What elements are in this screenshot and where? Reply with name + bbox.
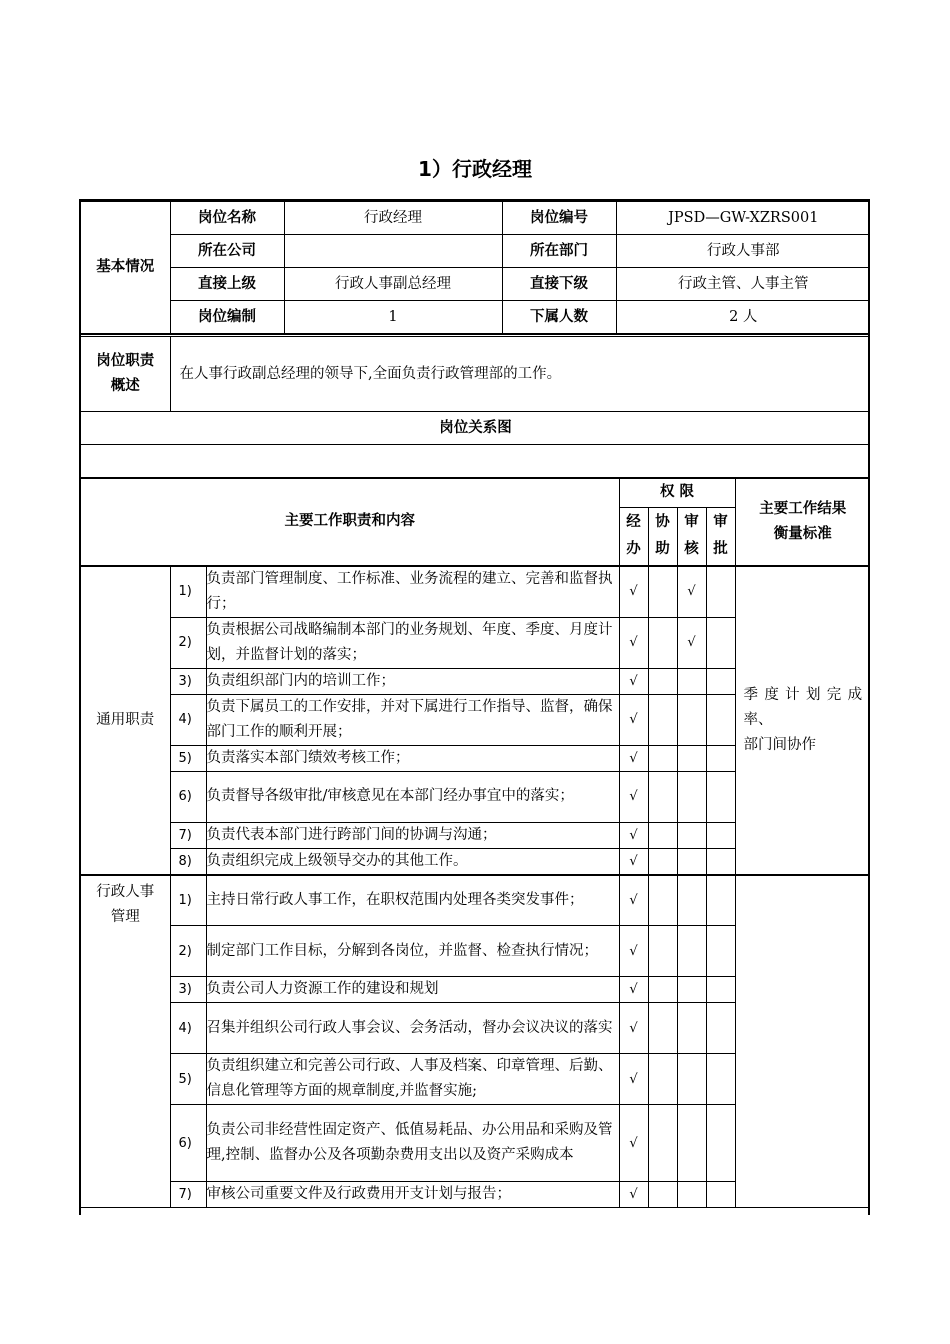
check-review	[677, 848, 706, 875]
basic-label: 岗位编号	[502, 202, 616, 235]
check-assist	[648, 1054, 677, 1105]
basic-value: 2 人	[616, 301, 870, 334]
check-approve	[706, 822, 735, 848]
item-number: 2)	[170, 617, 206, 668]
check-assist	[648, 617, 677, 668]
authority-col-char: 助	[655, 541, 670, 558]
summary-label	[81, 336, 170, 412]
category-line: 行政人事	[96, 883, 155, 900]
item-text: 负责落实本部门绩效考核工作；	[206, 745, 619, 771]
check-review	[677, 1182, 706, 1208]
check-approve	[706, 1105, 735, 1182]
item-text: 负责组织部门内的培训工作；	[206, 668, 619, 694]
item-number: 6)	[170, 1105, 206, 1182]
check-handle: √	[619, 1003, 648, 1054]
basic-label: 岗位编制	[170, 301, 284, 334]
table-row	[81, 875, 870, 926]
basic-label: 直接下级	[502, 268, 616, 301]
check-handle: √	[619, 848, 648, 875]
item-number: 2)	[170, 926, 206, 977]
authority-col-char: 协	[655, 514, 670, 531]
hr-admin-category	[81, 875, 170, 1208]
item-text: 制定部门工作目标，分解到各岗位，并监督、检查执行情况；	[206, 926, 619, 977]
check-assist	[648, 1182, 677, 1208]
item-number: 6)	[170, 771, 206, 822]
basic-value: 行政主管、人事主管	[616, 268, 870, 301]
item-number: 1)	[170, 875, 206, 926]
measure-header-line: 衡量标准	[773, 525, 832, 542]
check-handle: √	[619, 617, 648, 668]
check-assist	[648, 1003, 677, 1054]
relation-content	[81, 445, 870, 478]
check-handle: √	[619, 1182, 648, 1208]
summary-label-line: 岗位职责	[96, 353, 155, 369]
measure-header-line: 主要工作结果	[759, 500, 847, 517]
item-number: 7)	[170, 822, 206, 848]
check-assist	[648, 771, 677, 822]
check-review	[677, 745, 706, 771]
check-review	[677, 1105, 706, 1182]
general-measure	[735, 566, 870, 875]
item-number: 4)	[170, 694, 206, 745]
item-text: 负责根据公司战略编制本部门的业务规划、年度、季度、月度计划，并监督计划的落实；	[206, 617, 619, 668]
check-assist	[648, 875, 677, 926]
basic-label: 下属人数	[502, 301, 616, 334]
check-approve	[706, 617, 735, 668]
check-handle: √	[619, 566, 648, 618]
measure-header	[735, 478, 870, 566]
item-text: 负责部门管理制度、工作标准、业务流程的建立、完善和监督执行；	[206, 566, 619, 618]
basic-value: 行政经理	[284, 202, 502, 235]
item-text: 审核公司重要文件及行政费用开支计划与报告；	[206, 1182, 619, 1208]
item-text: 负责公司人力资源工作的建设和规划	[206, 977, 619, 1003]
check-approve	[706, 668, 735, 694]
item-number: 1)	[170, 566, 206, 618]
basic-value: 行政人事副总经理	[284, 268, 502, 301]
authority-col-char: 经	[626, 514, 641, 531]
basic-label: 岗位名称	[170, 202, 284, 235]
check-handle: √	[619, 822, 648, 848]
check-assist	[648, 926, 677, 977]
basic-info-table	[81, 201, 870, 334]
check-assist	[648, 668, 677, 694]
item-text: 负责组织建立和完善公司行政、人事及档案、印章管理、后勤、信息化管理等方面的规章制度,并监督实施;	[206, 1054, 619, 1105]
check-handle: √	[619, 875, 648, 926]
basic-value: 1	[284, 301, 502, 334]
check-assist	[648, 848, 677, 875]
check-approve	[706, 771, 735, 822]
hr-admin-measure	[735, 875, 870, 1208]
authority-col-char: 审	[684, 514, 699, 531]
measure-line: 季度计划完成	[743, 686, 863, 703]
check-review: √	[677, 566, 706, 618]
check-approve	[706, 875, 735, 926]
summary-label-line: 概述	[110, 378, 140, 394]
duties-header-main: 主要工作职责和内容	[81, 478, 619, 566]
table-row	[81, 566, 870, 618]
authority-header: 权 限	[619, 478, 735, 508]
check-review	[677, 1003, 706, 1054]
item-text: 负责代表本部门进行跨部门间的协调与沟通；	[206, 822, 619, 848]
check-review	[677, 668, 706, 694]
item-number: 8)	[170, 848, 206, 875]
check-handle: √	[619, 926, 648, 977]
item-text: 负责公司非经营性固定资产、低值易耗品、办公用品和采购及管理,控制、监督办公及各项勤杂费用支出以及资产采购成本	[206, 1105, 619, 1182]
item-number: 3)	[170, 977, 206, 1003]
item-text: 召集并组织公司行政人事会议、会务活动，督办会议决议的落实	[206, 1003, 619, 1054]
authority-col-approve	[706, 508, 735, 566]
authority-col-char: 办	[626, 541, 641, 558]
item-text: 负责下属员工的工作安排，并对下属进行工作指导、监督，确保部门工作的顺利开展；	[206, 694, 619, 745]
check-review	[677, 926, 706, 977]
general-category: 通用职责	[81, 566, 170, 875]
check-handle: √	[619, 745, 648, 771]
check-review	[677, 771, 706, 822]
authority-col-review	[677, 508, 706, 566]
item-number: 5)	[170, 1054, 206, 1105]
check-handle: √	[619, 1105, 648, 1182]
check-assist	[648, 745, 677, 771]
duties-table	[81, 334, 870, 1208]
item-number: 7)	[170, 1182, 206, 1208]
check-review	[677, 1054, 706, 1105]
check-approve	[706, 745, 735, 771]
item-number: 4)	[170, 1003, 206, 1054]
item-number: 5)	[170, 745, 206, 771]
check-handle: √	[619, 668, 648, 694]
check-assist	[648, 566, 677, 618]
check-approve	[706, 1054, 735, 1105]
check-handle: √	[619, 694, 648, 745]
check-handle: √	[619, 1054, 648, 1105]
relation-title: 岗位关系图	[81, 412, 870, 445]
check-assist	[648, 977, 677, 1003]
check-handle: √	[619, 977, 648, 1003]
check-review	[677, 977, 706, 1003]
authority-col-handle	[619, 508, 648, 566]
basic-value	[284, 235, 502, 268]
basic-label: 所在公司	[170, 235, 284, 268]
basic-label: 所在部门	[502, 235, 616, 268]
check-assist	[648, 822, 677, 848]
basic-value: 行政人事部	[616, 235, 870, 268]
check-review: √	[677, 617, 706, 668]
measure-line: 率、	[743, 711, 773, 728]
measure-line: 部门间协作	[743, 736, 816, 753]
check-review	[677, 822, 706, 848]
item-text: 负责督导各级审批/审核意见在本部门经办事宜中的落实；	[206, 771, 619, 822]
summary-text: 在人事行政副总经理的领导下,全面负责行政管理部的工作。	[170, 336, 870, 412]
check-approve	[706, 1182, 735, 1208]
check-approve	[706, 977, 735, 1003]
page-title: 1）行政经理	[418, 157, 532, 181]
authority-col-char: 批	[713, 541, 728, 558]
basic-value: JPSD—GW-XZRS001	[616, 202, 870, 235]
check-assist	[648, 1105, 677, 1182]
category-line: 管理	[110, 908, 140, 925]
check-handle: √	[619, 771, 648, 822]
check-approve	[706, 848, 735, 875]
check-review	[677, 694, 706, 745]
basic-label: 直接上级	[170, 268, 284, 301]
check-assist	[648, 694, 677, 745]
job-description-table	[79, 199, 870, 1215]
basic-section-label: 基本情况	[81, 202, 170, 334]
check-approve	[706, 566, 735, 618]
authority-col-char: 审	[713, 514, 728, 531]
item-text: 主持日常行政人事工作，在职权范围内处理各类突发事件；	[206, 875, 619, 926]
item-number: 3)	[170, 668, 206, 694]
authority-col-assist	[648, 508, 677, 566]
check-approve	[706, 694, 735, 745]
authority-col-char: 核	[684, 541, 699, 558]
check-approve	[706, 1003, 735, 1054]
check-review	[677, 875, 706, 926]
check-approve	[706, 926, 735, 977]
item-text: 负责组织完成上级领导交办的其他工作。	[206, 848, 619, 875]
